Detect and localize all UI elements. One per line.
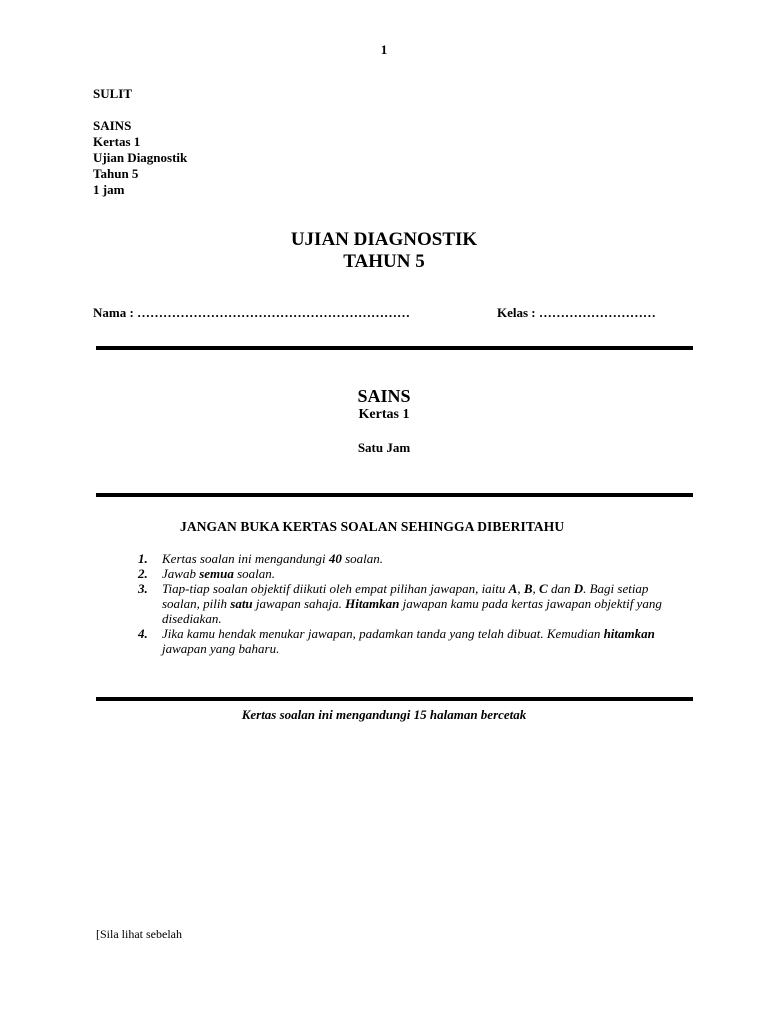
class-field: Kelas : ……………………… bbox=[497, 305, 656, 320]
divider-bottom bbox=[96, 697, 693, 701]
instruction-text bbox=[162, 626, 678, 656]
instruction-segment: Jika kamu hendak menukar jawapan, padamkan tanda yang telah dibuat. Kemudian bbox=[162, 626, 604, 641]
instruction-item bbox=[138, 566, 678, 581]
instruction-number: 2. bbox=[138, 566, 148, 581]
page-number: 1 bbox=[380, 42, 388, 57]
turn-over-note: [Sila lihat sebelah bbox=[96, 927, 182, 941]
instruction-text bbox=[162, 566, 678, 581]
instructions-list bbox=[138, 551, 678, 656]
header-paper: Kertas 1 bbox=[93, 134, 141, 149]
instruction-item bbox=[138, 626, 678, 656]
instruction-segment: jawapan yang baharu. bbox=[162, 641, 280, 656]
instruction-emphasis: satu bbox=[230, 596, 253, 611]
instruction-emphasis: Hitamkan bbox=[345, 596, 400, 611]
instruction-segment: Kertas soalan ini mengandungi bbox=[162, 551, 329, 566]
main-title bbox=[0, 229, 768, 273]
header-subject: SAINS bbox=[93, 118, 132, 133]
page-count-note: Kertas soalan ini mengandungi 15 halaman bercetak bbox=[241, 707, 527, 722]
instruction-text bbox=[162, 551, 678, 566]
instruction-segment: soalan. bbox=[233, 566, 276, 581]
instruction-segment: , bbox=[517, 581, 524, 596]
paper-subject: SAINS bbox=[357, 386, 411, 406]
instruction-emphasis: hitamkan bbox=[603, 626, 655, 641]
paper-number: Kertas 1 bbox=[358, 407, 410, 422]
header-block bbox=[93, 86, 187, 198]
instruction-text bbox=[162, 581, 678, 626]
instruction-segment: , bbox=[532, 581, 540, 596]
divider-top bbox=[96, 346, 693, 350]
instruction-emphasis: semua bbox=[199, 566, 234, 581]
header-year: Tahun 5 bbox=[93, 166, 139, 181]
instruction-number: 3. bbox=[138, 581, 148, 596]
header-spacer bbox=[93, 102, 187, 118]
main-title-line2: TAHUN 5 bbox=[343, 251, 425, 272]
instruction-segment: . Bagi setiap soalan, pilih bbox=[162, 581, 649, 611]
header-duration: 1 jam bbox=[93, 182, 125, 197]
name-field: Nama : ……………………………………………………… bbox=[93, 305, 411, 320]
classification-label: SULIT bbox=[93, 86, 133, 101]
instruction-segment: dan bbox=[547, 581, 574, 596]
instruction-item bbox=[138, 551, 678, 566]
instruction-number: 4. bbox=[138, 626, 148, 641]
instruction-item bbox=[138, 581, 678, 626]
warning-text: JANGAN BUKA KERTAS SOALAN SEHINGGA DIBERITAHU bbox=[180, 519, 565, 534]
paper-duration: Satu Jam bbox=[357, 440, 411, 455]
instruction-segment: Tiap-tiap soalan objektif diikuti oleh empat pilihan jawapan, iaitu bbox=[162, 581, 509, 596]
instruction-segment: jawapan sahaja. bbox=[252, 596, 346, 611]
instruction-segment: Jawab bbox=[162, 566, 200, 581]
instruction-emphasis: D bbox=[573, 581, 584, 596]
instruction-emphasis: B bbox=[523, 581, 533, 596]
instruction-segment: jawapan kamu pada kertas jawapan objektif yang disediakan. bbox=[162, 596, 662, 626]
instruction-segment: soalan. bbox=[341, 551, 384, 566]
main-title-line1: UJIAN DIAGNOSTIK bbox=[290, 229, 478, 250]
instruction-emphasis: A bbox=[508, 581, 518, 596]
divider-middle bbox=[96, 493, 693, 497]
instruction-emphasis: C bbox=[539, 581, 548, 596]
instruction-number: 1. bbox=[138, 551, 148, 566]
header-exam: Ujian Diagnostik bbox=[93, 150, 188, 165]
instruction-emphasis: 40 bbox=[328, 551, 342, 566]
